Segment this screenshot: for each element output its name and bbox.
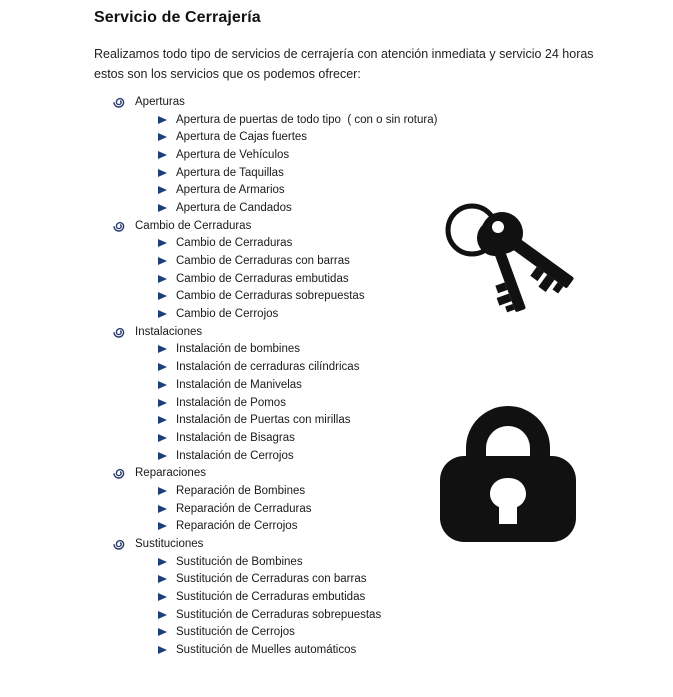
service-sublist [112, 111, 437, 217]
arrow-bullet-icon [158, 186, 167, 194]
arrow-bullet-icon [158, 257, 167, 265]
arrow-bullet-icon [158, 133, 167, 141]
category-item [112, 464, 437, 535]
service-item [158, 394, 437, 412]
category-label: Instalaciones [135, 325, 203, 338]
category-label: Sustituciones [135, 538, 204, 551]
service-item-label: Sustitución de Cerrojos [176, 626, 295, 639]
arrow-bullet-icon [158, 275, 167, 283]
service-item-label: Reparación de Bombines [176, 484, 306, 497]
service-item-label: Instalación de Bisagras [176, 431, 295, 444]
category-label: Aperturas [135, 95, 185, 108]
service-item-label: Sustitución de Cerraduras con barras [176, 573, 367, 586]
service-item-label: Cambio de Cerraduras embutidas [176, 272, 349, 285]
arrow-bullet-icon [158, 399, 167, 407]
service-item [158, 305, 437, 323]
service-item-label: Apertura de Armarios [176, 184, 285, 197]
service-item [158, 624, 437, 642]
arrow-bullet-icon [158, 628, 167, 636]
service-item [158, 235, 437, 253]
swirl-bullet-icon [112, 219, 126, 233]
arrow-bullet-icon [158, 292, 167, 300]
service-sublist [112, 341, 437, 465]
padlock-icon [438, 400, 578, 542]
service-item-label: Instalación de Pomos [176, 396, 286, 409]
service-item-label: Cambio de Cerraduras con barras [176, 255, 350, 268]
arrow-bullet-icon [158, 345, 167, 353]
service-item-label: Sustitución de Muelles automáticos [176, 644, 357, 657]
category-row [112, 535, 437, 553]
service-item-label: Apertura de Vehículos [176, 148, 290, 161]
service-item-label: Instalación de cerraduras cilíndricas [176, 361, 360, 374]
service-item-label: Instalación de Cerrojos [176, 449, 294, 462]
arrow-bullet-icon [158, 575, 167, 583]
arrow-bullet-icon [158, 116, 167, 124]
arrow-bullet-icon [158, 505, 167, 513]
service-item [158, 571, 437, 589]
service-item [158, 588, 437, 606]
service-item [158, 518, 437, 536]
service-item [158, 270, 437, 288]
swirl-bullet-icon [112, 466, 126, 480]
service-item-label: Reparación de Cerraduras [176, 502, 312, 515]
service-item-label: Instalación de bombines [176, 343, 301, 356]
service-item [158, 358, 437, 376]
service-sublist [112, 235, 437, 323]
swirl-bullet-icon [112, 325, 126, 339]
service-item-label: Cambio de Cerrojos [176, 308, 279, 321]
service-item [158, 341, 437, 359]
arrow-bullet-icon [158, 310, 167, 318]
arrow-bullet-icon [158, 593, 167, 601]
arrow-bullet-icon [158, 452, 167, 460]
service-item-label: Apertura de puertas de todo tipo ( con o sin rotura) [176, 113, 438, 126]
arrow-bullet-icon [158, 239, 167, 247]
service-item-label: Reparación de Cerrojos [176, 520, 298, 533]
arrow-bullet-icon [158, 151, 167, 159]
service-item [158, 199, 437, 217]
category-label: Reparaciones [135, 467, 206, 480]
services-list [112, 93, 437, 659]
service-item-label: Instalación de Puertas con mirillas [176, 414, 351, 427]
service-item [158, 111, 437, 129]
arrow-bullet-icon [158, 204, 167, 212]
service-item-label: Sustitución de Bombines [176, 555, 303, 568]
service-item-label: Cambio de Cerraduras [176, 237, 293, 250]
arrow-bullet-icon [158, 611, 167, 619]
arrow-bullet-icon [158, 558, 167, 566]
category-row [112, 464, 437, 482]
arrow-bullet-icon [158, 169, 167, 177]
arrow-bullet-icon [158, 487, 167, 495]
intro-paragraph: Realizamos todo tipo de servicios de cerrajería con atención inmediata y servicio 24 horas estos son los servicios que os podemos ofrecer: [94, 47, 594, 81]
service-item [158, 128, 437, 146]
service-item [158, 376, 437, 394]
service-item-label: Apertura de Taquillas [176, 166, 284, 179]
service-item-label: Instalación de Manivelas [176, 378, 302, 391]
keys-icon [440, 193, 580, 333]
category-item [112, 535, 437, 659]
service-item-label: Apertura de Cajas fuertes [176, 131, 308, 144]
category-row [112, 323, 437, 341]
service-item [158, 411, 437, 429]
arrow-bullet-icon [158, 522, 167, 530]
arrow-bullet-icon [158, 434, 167, 442]
category-item [112, 217, 437, 323]
service-item [158, 447, 437, 465]
service-item [158, 500, 437, 518]
category-item [112, 323, 437, 465]
swirl-bullet-icon [112, 95, 126, 109]
service-item [158, 146, 437, 164]
service-sublist [112, 553, 437, 659]
swirl-bullet-icon [112, 537, 126, 551]
arrow-bullet-icon [158, 363, 167, 371]
service-item [158, 641, 437, 659]
category-row [112, 93, 437, 111]
category-row [112, 217, 437, 235]
service-item [158, 482, 437, 500]
service-item-label: Cambio de Cerraduras sobrepuestas [176, 290, 365, 303]
category-label: Cambio de Cerraduras [135, 219, 252, 232]
service-item [158, 164, 437, 182]
service-item-label: Sustitución de Cerraduras embutidas [176, 591, 366, 604]
page-title: Servicio de Cerrajería [94, 9, 261, 26]
service-item [158, 252, 437, 270]
service-item-label: Sustitución de Cerraduras sobrepuestas [176, 608, 382, 621]
service-item [158, 606, 437, 624]
service-item [158, 553, 437, 571]
service-item-label: Apertura de Candados [176, 201, 292, 214]
arrow-bullet-icon [158, 416, 167, 424]
service-item [158, 429, 437, 447]
category-item [112, 93, 437, 217]
service-item [158, 288, 437, 306]
arrow-bullet-icon [158, 646, 167, 654]
arrow-bullet-icon [158, 381, 167, 389]
service-sublist [112, 482, 437, 535]
service-item [158, 181, 437, 199]
